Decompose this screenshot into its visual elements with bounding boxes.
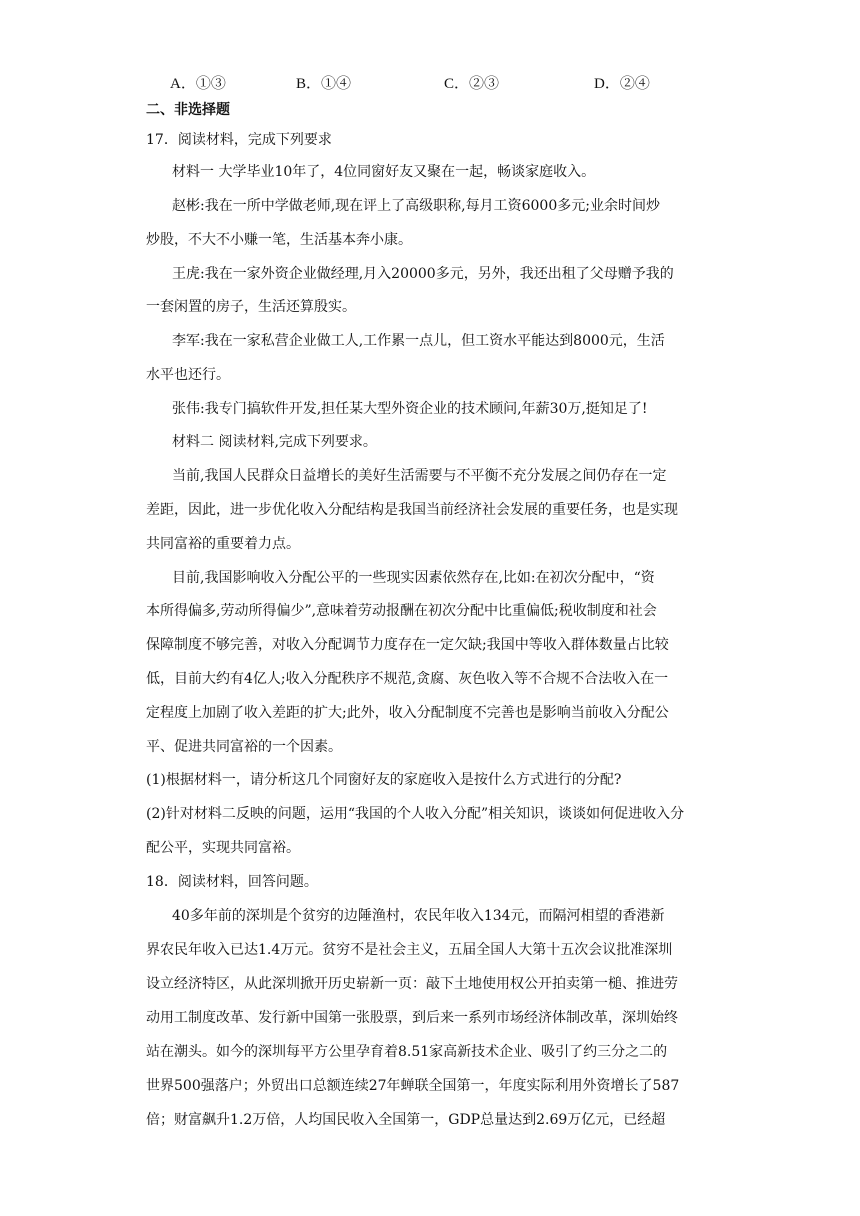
option-a: A．①③: [170, 76, 226, 92]
paragraph-line: 共同富裕的重要着力点。: [146, 536, 300, 552]
paragraph-line: 目前,我国影响收入分配公平的一些现实因素依然存在,比如:在初次分配中，“资: [172, 570, 655, 586]
sub-question-1: (1)根据材料一，请分析这几个同窗好友的家庭收入是按什么方式进行的分配?: [146, 772, 622, 788]
answer-options: [170, 72, 710, 92]
question-17-stem: 17．阅读材料，完成下列要求: [146, 132, 332, 148]
paragraph-line: 定程度上加剧了收入差距的扩大;此外，收入分配制度不完善也是影响当前收入分配公: [146, 705, 669, 721]
sub-question-2-cont: 配公平，实现共同富裕。: [146, 840, 300, 856]
paragraph-line: 低，目前大约有4亿人;收入分配秩序不规范,贪腐、灰色收入等不合规不合法收入在一: [146, 671, 669, 687]
paragraph-line: 李军:我在一家私营企业做工人,工作累一点儿，但工资水平能达到8000元，生活: [172, 333, 665, 349]
paragraph-line: 炒股，不大不小赚一笔，生活基本奔小康。: [146, 232, 412, 248]
paragraph-line: 赵彬:我在一所中学做老师,现在评上了高级职称,每月工资6000多元;业余时间炒: [172, 198, 660, 214]
option-d: D．②④: [594, 76, 650, 92]
paragraph-line: 动用工制度改革、发行新中国第一张股票，到后来一系列市场经济体制改革，深圳始终: [146, 1010, 678, 1026]
paragraph-line: 一套闲置的房子，生活还算殷实。: [146, 299, 356, 315]
paragraph-line: 差距，因此，进一步优化收入分配结构是我国当前经济社会发展的重要任务，也是实现: [146, 502, 678, 518]
paragraph-line: 设立经济特区，从此深圳掀开历史崭新一页：敲下土地使用权公开拍卖第一槌、推进劳: [146, 976, 678, 992]
paragraph-line: 水平也还行。: [146, 367, 230, 383]
sub-question-2: (2)针对材料二反映的问题，运用“我国的个人收入分配”相关知识，谈谈如何促进收入分: [146, 806, 685, 822]
paragraph-line: 40多年前的深圳是个贫穷的边陲渔村，农民年收入134元，而隔河相望的香港新: [172, 908, 665, 924]
paragraph-line: 本所得偏多,劳动所得偏少”,意味着劳动报酬在初次分配中比重偏低;税收制度和社会: [146, 603, 657, 619]
option-b: B．①④: [296, 76, 352, 92]
paragraph-line: 界农民年收入已达1.4万元。贫穷不是社会主义，五届全国人大第十五次会议批准深圳: [146, 942, 673, 958]
paragraph-line: 世界500强落户；外贸出口总额连续27年蝉联全国第一，年度实际利用外资增长了587: [146, 1078, 680, 1094]
paragraph-line: 倍；财富飙升1.2万倍，人均国民收入全国第一，GDP总量达到2.69万亿元，已经超: [146, 1112, 666, 1128]
paragraph-line: 站在潮头。如今的深圳每平方公里孕育着8.51家高新技术企业、吸引了约三分之二的: [146, 1044, 668, 1060]
paragraph-line: 张伟:我专门搞软件开发,担任某大型外资企业的技术顾问,年薪30万,挺知足了!: [172, 401, 648, 417]
section-title: 二、非选择题: [146, 102, 230, 118]
paragraph-line: 材料二 阅读材料,完成下列要求。: [172, 434, 377, 450]
paragraph-line: 平、促进共同富裕的一个因素。: [146, 739, 342, 755]
option-c: C．②③: [444, 76, 500, 92]
paragraph-line: 当前,我国人民群众日益增长的美好生活需要与不平衡不充分发展之间仍存在一定: [172, 468, 667, 484]
paragraph-line: 保障制度不够完善，对收入分配调节力度存在一定欠缺;我国中等收入群体数量占比较: [146, 637, 669, 653]
question-18-stem: 18．阅读材料，回答问题。: [146, 874, 318, 890]
paragraph-line: 材料一 大学毕业10年了，4位同窗好友又聚在一起，畅谈家庭收入。: [172, 164, 596, 180]
paragraph-line: 王虎:我在一家外资企业做经理,月入20000多元，另外，我还出租了父母赠予我的: [172, 266, 674, 282]
